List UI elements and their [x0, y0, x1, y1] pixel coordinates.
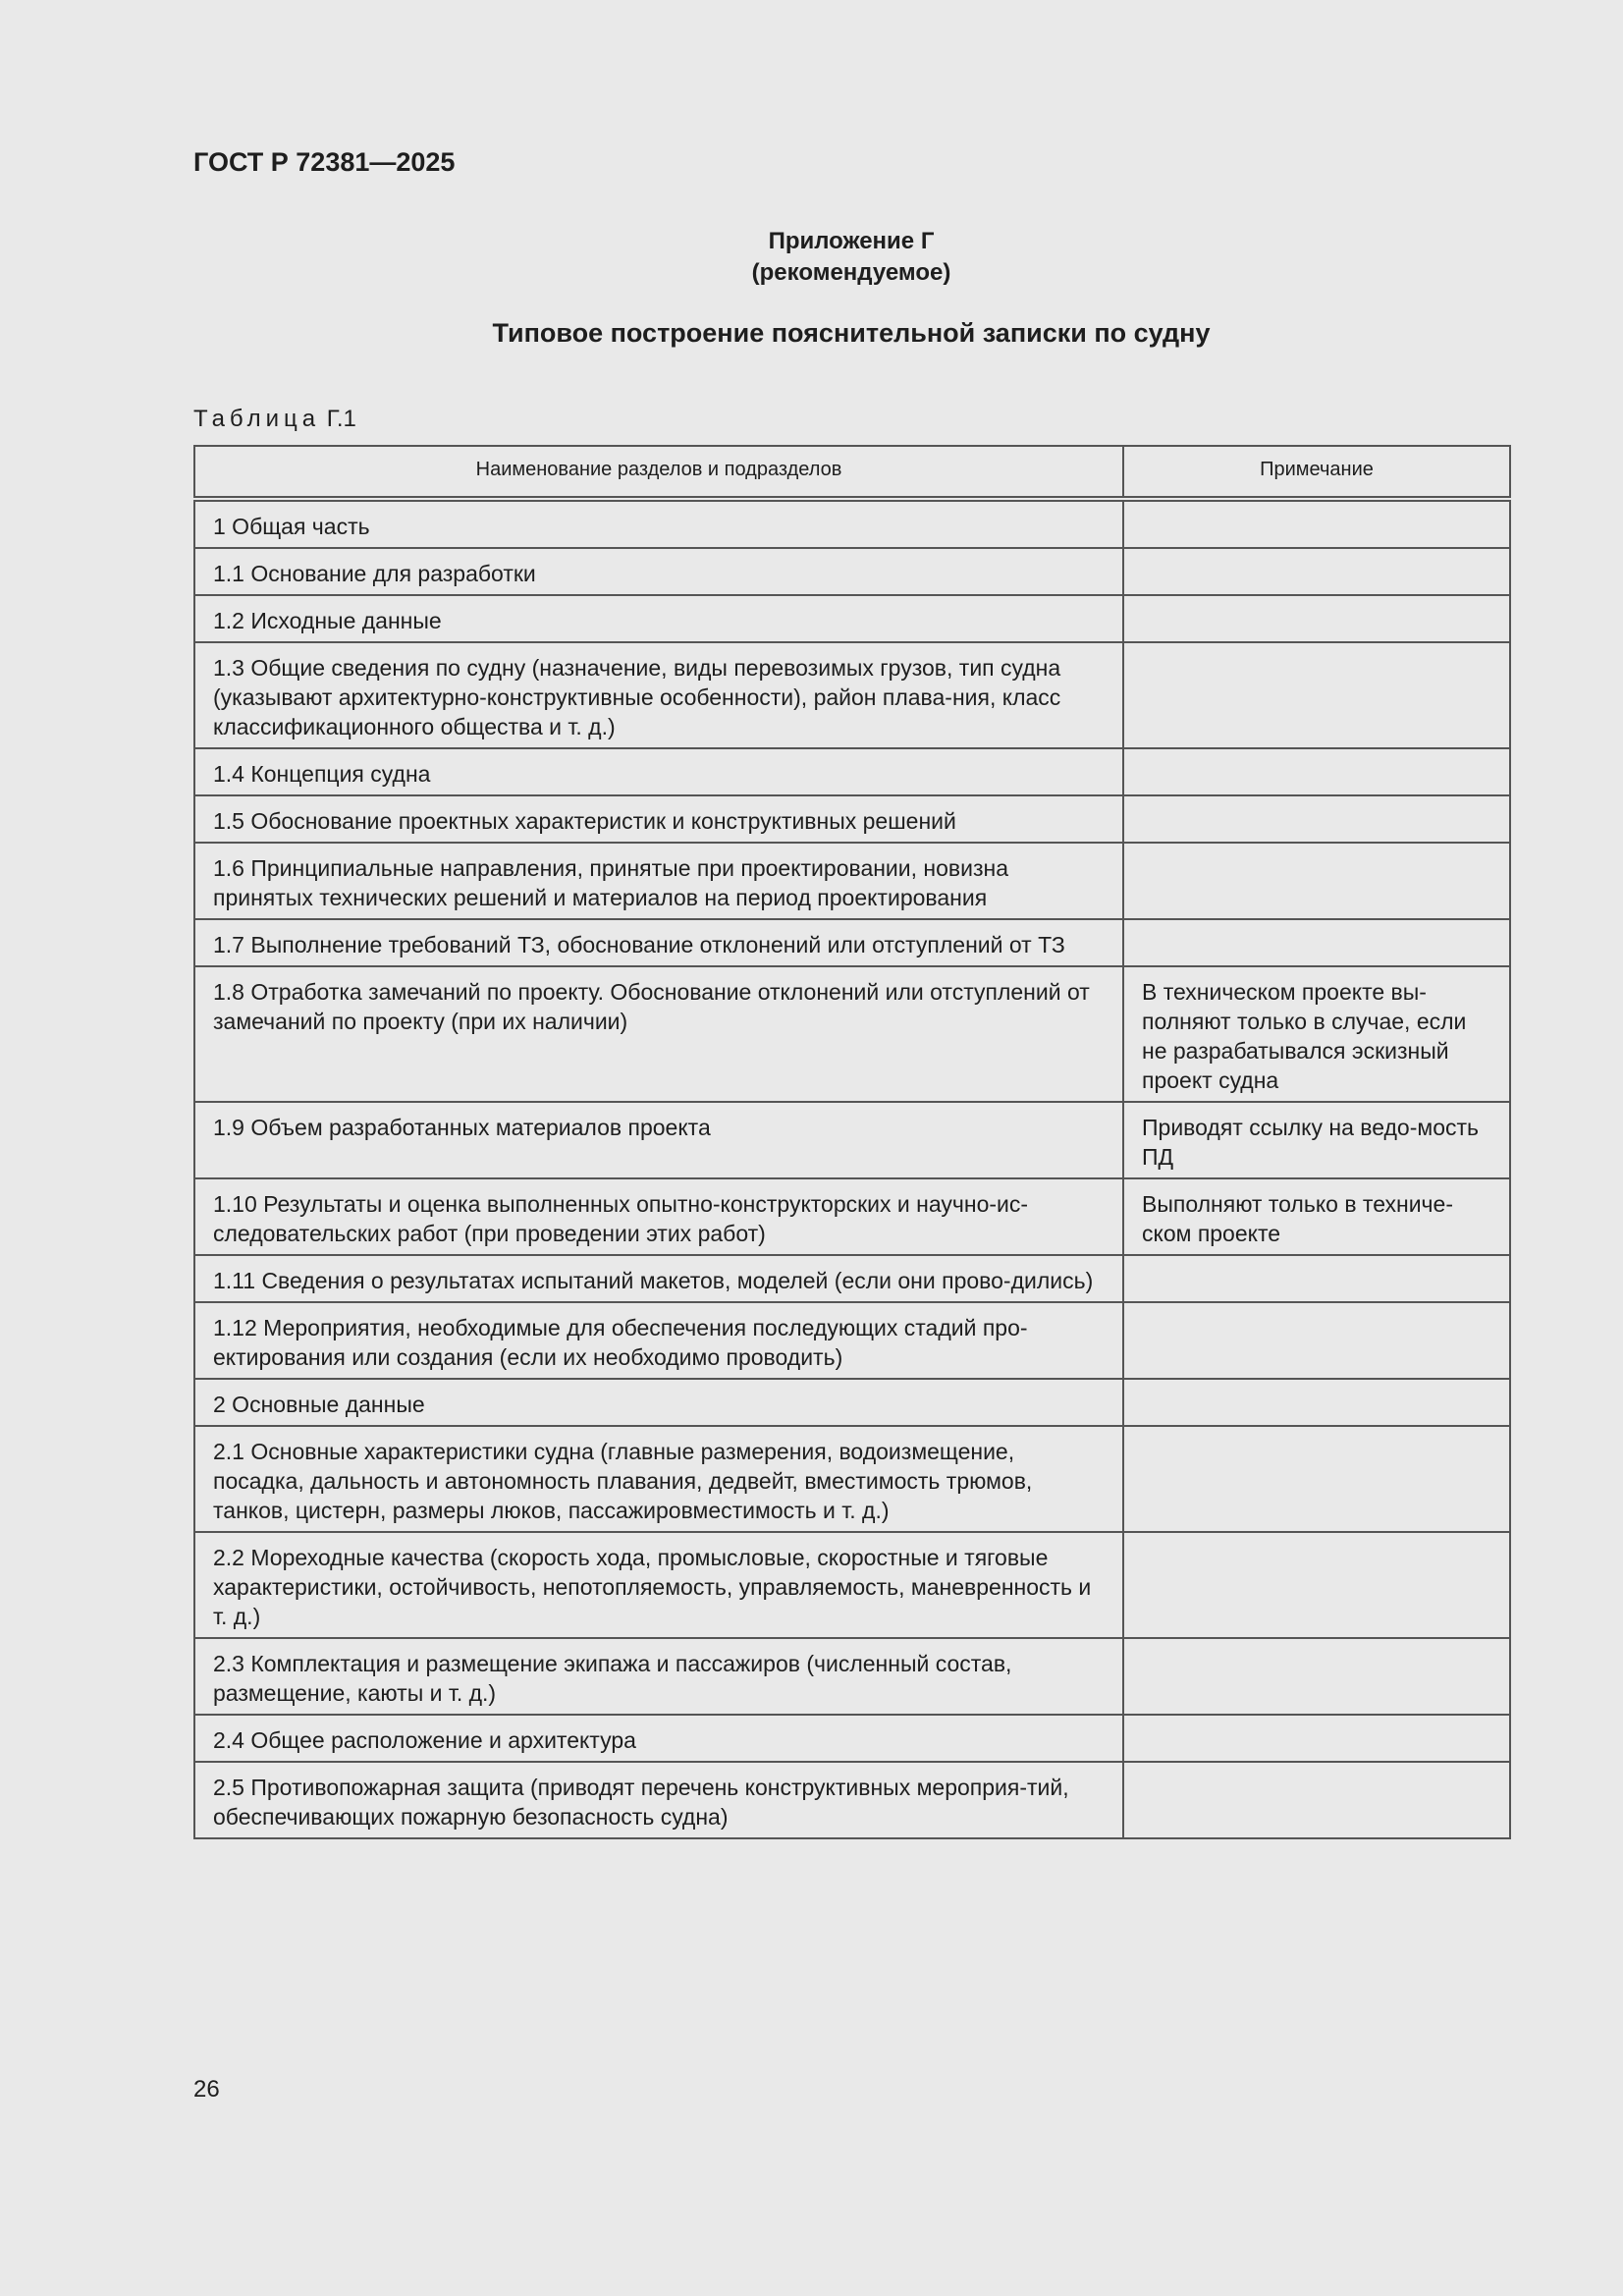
table-row — [194, 1638, 1510, 1715]
appendix-subtitle: Типовое построение пояснительной записки по судну — [492, 318, 1211, 348]
section-name-cell: 2.1 Основные характеристики судна (главные размерения, водоизмещение, посадка, дальность и автономность плавания, дедвейт, вместимость трюмов, танков, цистерн, размеры люков, пассажировместимость и т. д.) — [194, 1426, 1123, 1532]
column-header-note: Примечание — [1123, 446, 1510, 499]
table-row — [194, 548, 1510, 595]
table-header-row — [194, 446, 1510, 499]
note-cell: Выполняют только в техниче-ском проекте — [1123, 1178, 1510, 1255]
section-name-cell: 1.1 Основание для разработки — [194, 548, 1123, 595]
note-cell — [1123, 1532, 1510, 1638]
note-cell — [1123, 1379, 1510, 1426]
note-cell — [1123, 1638, 1510, 1715]
section-name-cell: 1.5 Обоснование проектных характеристик и конструктивных решений — [194, 795, 1123, 843]
section-name-cell: 1.6 Принципиальные направления, принятые при проектировании, новизна принятых технических решений и материалов на период проектирования — [194, 843, 1123, 919]
table-row — [194, 1255, 1510, 1302]
table-row — [194, 748, 1510, 795]
note-cell — [1123, 795, 1510, 843]
note-cell — [1123, 1762, 1510, 1838]
note-cell: В техническом проекте вы-полняют только в случае, если не разрабатывался эскизный проект судна — [1123, 966, 1510, 1102]
section-name-cell: 1.12 Мероприятия, необходимые для обеспечения последующих стадий про-ектирования или создания (если их необходимо проводить) — [194, 1302, 1123, 1379]
document-id: ГОСТ Р 72381—2025 — [193, 147, 456, 177]
section-name-cell: 1.9 Объем разработанных материалов проекта — [194, 1102, 1123, 1178]
table-body — [194, 499, 1510, 1838]
section-name-cell: 2.4 Общее расположение и архитектура — [194, 1715, 1123, 1762]
table-row — [194, 642, 1510, 748]
table-row — [194, 919, 1510, 966]
section-name-cell: 1.2 Исходные данные — [194, 595, 1123, 642]
table-caption-number: Г.1 — [326, 406, 356, 432]
table-row — [194, 499, 1510, 548]
section-name-cell: 1.11 Сведения о результатах испытаний макетов, моделей (если они прово-дились) — [194, 1255, 1123, 1302]
section-name-cell: 2.5 Противопожарная защита (приводят перечень конструктивных мероприя-тий, обеспечивающих пожарную безопасность судна) — [194, 1762, 1123, 1838]
appendix-type: (рекомендуемое) — [751, 259, 951, 286]
table-row — [194, 795, 1510, 843]
section-name-cell: 2 Основные данные — [194, 1379, 1123, 1426]
table-row — [194, 1178, 1510, 1255]
sections-table — [193, 445, 1511, 1839]
section-name-cell: 1.10 Результаты и оценка выполненных опытно-конструкторских и научно-ис-следовательских работ (при проведении этих работ) — [194, 1178, 1123, 1255]
note-cell — [1123, 843, 1510, 919]
section-name-cell: 1 Общая часть — [194, 499, 1123, 548]
table-row — [194, 1379, 1510, 1426]
table-row — [194, 843, 1510, 919]
section-name-cell: 1.4 Концепция судна — [194, 748, 1123, 795]
table-caption — [193, 406, 356, 433]
table-row — [194, 1102, 1510, 1178]
note-cell — [1123, 548, 1510, 595]
table-row — [194, 1302, 1510, 1379]
section-name-cell: 1.3 Общие сведения по судну (назначение, виды перевозимых грузов, тип судна (указывают архитектурно-конструктивные особенности), район плава-ния, класс классификационного общества и т. д.) — [194, 642, 1123, 748]
note-cell — [1123, 919, 1510, 966]
table-row — [194, 595, 1510, 642]
table-row — [194, 966, 1510, 1102]
table-row — [194, 1426, 1510, 1532]
appendix-title: Приложение Г — [768, 228, 935, 254]
note-cell — [1123, 748, 1510, 795]
note-cell — [1123, 499, 1510, 548]
section-name-cell: 2.2 Мореходные качества (скорость хода, промысловые, скоростные и тяговые характеристики, остойчивость, непотопляемость, управляемость, маневренность и т. д.) — [194, 1532, 1123, 1638]
table-row — [194, 1715, 1510, 1762]
note-cell — [1123, 1302, 1510, 1379]
note-cell: Приводят ссылку на ведо-мость ПД — [1123, 1102, 1510, 1178]
table-caption-word: Таблица — [193, 406, 321, 432]
column-header-sections: Наименование разделов и подразделов — [194, 446, 1123, 499]
note-cell — [1123, 595, 1510, 642]
note-cell — [1123, 1255, 1510, 1302]
section-name-cell: 1.8 Отработка замечаний по проекту. Обоснование отклонений или отступлений от замечаний по проекту (при их наличии) — [194, 966, 1123, 1102]
appendix-heading — [193, 226, 1509, 349]
note-cell — [1123, 642, 1510, 748]
note-cell — [1123, 1426, 1510, 1532]
section-name-cell: 2.3 Комплектация и размещение экипажа и пассажиров (численный состав, размещение, каюты и т. д.) — [194, 1638, 1123, 1715]
note-cell — [1123, 1715, 1510, 1762]
table-row — [194, 1532, 1510, 1638]
section-name-cell: 1.7 Выполнение требований ТЗ, обоснование отклонений или отступлений от ТЗ — [194, 919, 1123, 966]
page-number: 26 — [193, 2076, 220, 2103]
table-row — [194, 1762, 1510, 1838]
